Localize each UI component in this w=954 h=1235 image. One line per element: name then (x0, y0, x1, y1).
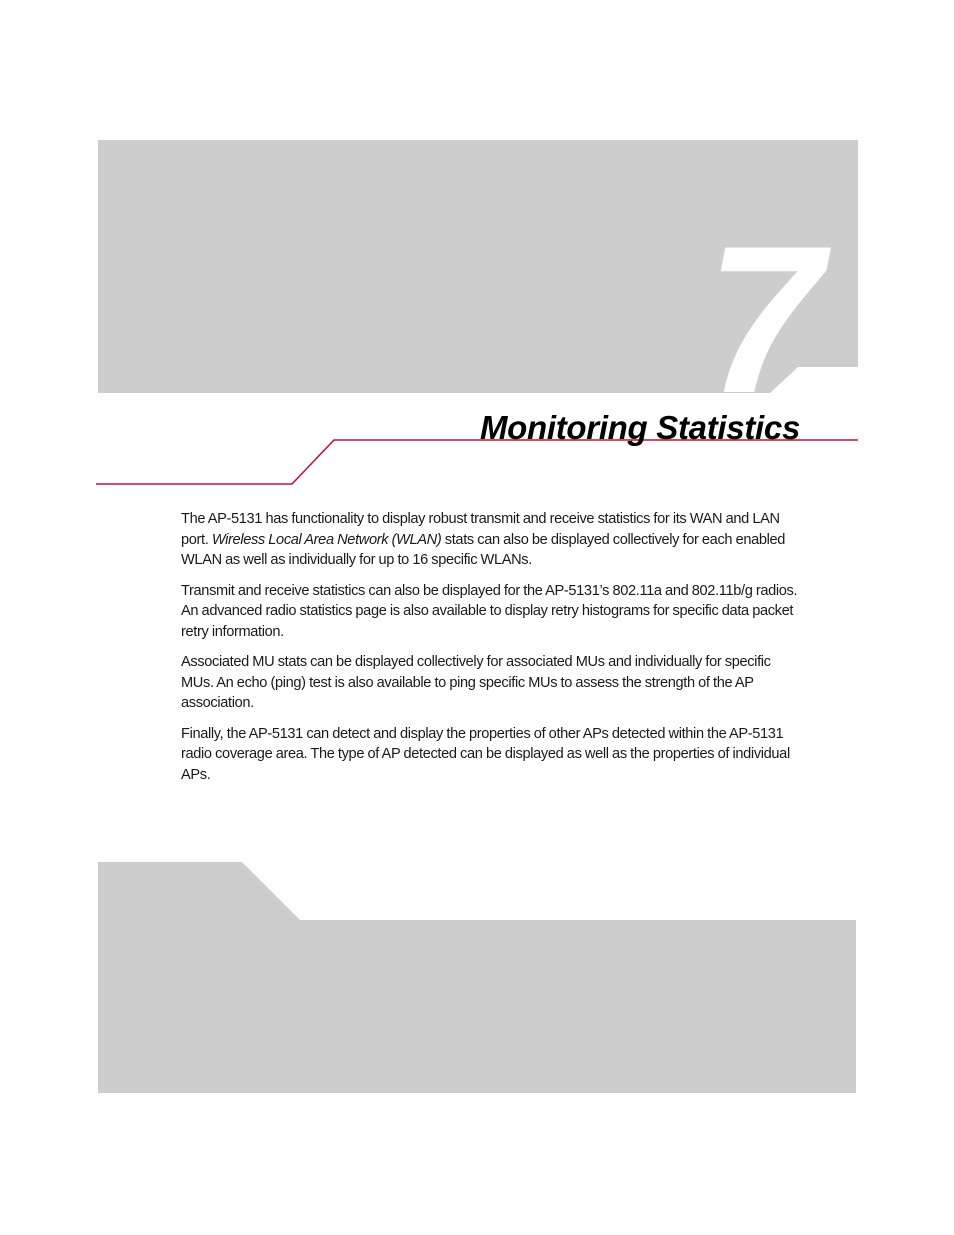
chapter-title: Monitoring Statistics (479, 409, 800, 446)
intro-paragraph-1: The AP-5131 has functionality to display robust transmit and receive statistics for its WAN and LAN port. Wireless Local Area Network (WLAN) stats can also be displayed collectively for each enabled WLAN as well as individually for up to 16 specific WLANs. (181, 511, 786, 568)
intro-paragraph-2: Transmit and receive statistics can also be displayed for the AP-5131’s 802.11a and 802.11b/g radios. An advanced radio statistics page is also available to display retry histograms for specific data packet retry information. (181, 582, 798, 640)
wlan-term: Wireless Local Area Network (WLAN) (211, 531, 442, 548)
intro-paragraph-3: Associated MU stats can be displayed collectively for associated MUs and individually for specific MUs. An echo (ping) test is also available to ping specific MUs to assess the strength of the AP association. (181, 654, 771, 711)
chapter-number: 7 (706, 202, 823, 437)
intro-paragraph-4: Finally, the AP-5131 can detect and display the properties of other APs detected within the AP-5131 radio coverage area. The type of AP detected can be displayed as well as the properties of individual APs. (181, 725, 790, 783)
chapter-footer-banner (0, 850, 954, 1110)
chapter-intro (181, 509, 801, 795)
footer-gray-panel (98, 862, 856, 1093)
